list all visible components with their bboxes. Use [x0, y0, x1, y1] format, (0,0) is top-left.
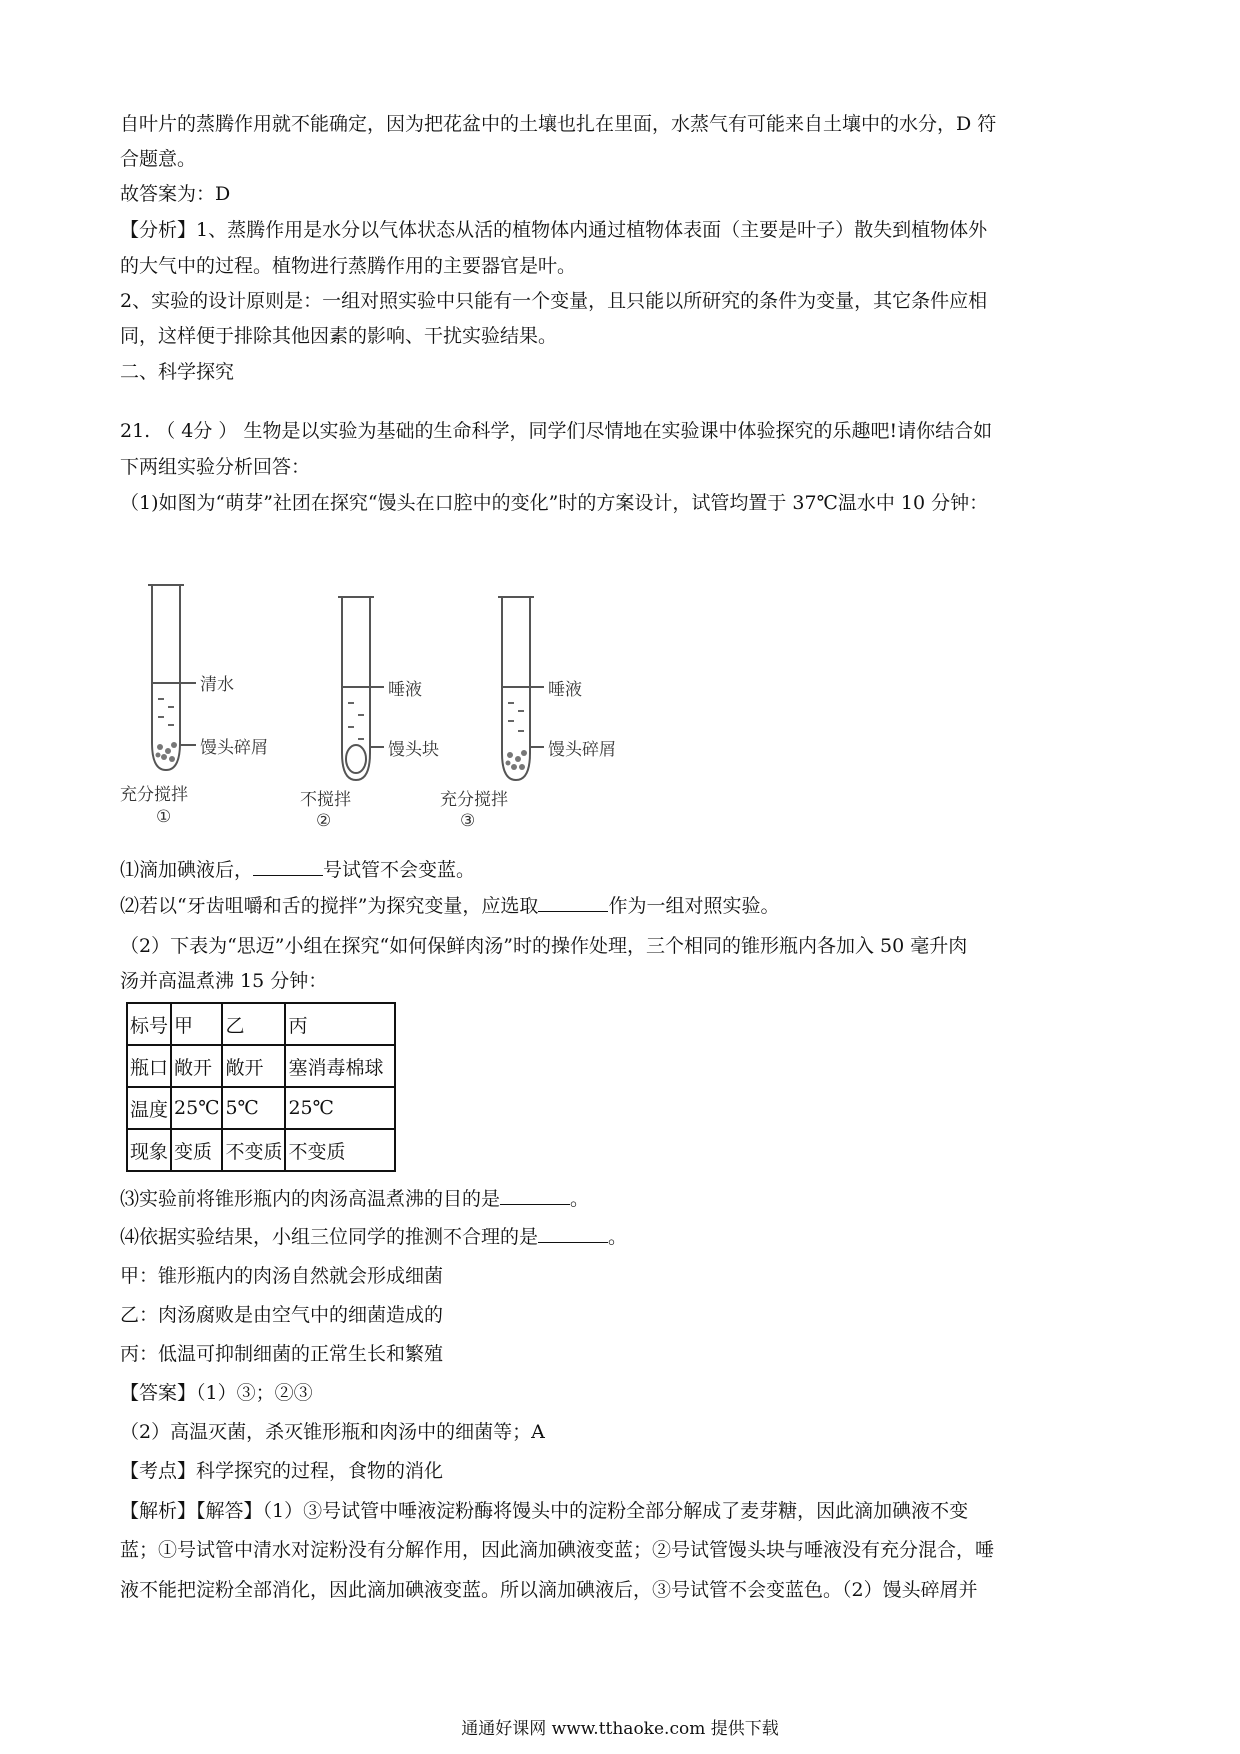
answer-blank — [500, 1186, 570, 1205]
table-cell: 乙 — [222, 1003, 285, 1045]
q3-prefix: ⑶实验前将锥形瓶内的肉汤高温煮沸的目的是 — [120, 1188, 501, 1210]
sub-question-4 — [120, 1224, 627, 1250]
text-line: 2、实验的设计原则是：一组对照实验中只能有一个变量，且只能以所研究的条件为变量，其它条件应相 — [120, 290, 988, 312]
text-line: （2）下表为“思迈”小组在探究“如何保鲜肉汤”时的操作处理，三个相同的锥形瓶内各加入 50 毫升肉 — [120, 935, 968, 957]
q3-suffix: 。 — [570, 1188, 590, 1210]
q4-prefix: ⑷依据实验结果，小组三位同学的推测不合理的是 — [120, 1226, 539, 1248]
q2-prefix: ⑵若以“牙齿咀嚼和舌的搅拌”为探究变量，应选取 — [120, 895, 539, 917]
tube-1-solid-label: 馒头碎屑 — [200, 738, 268, 758]
q1-suffix: 号试管不会变蓝。 — [323, 859, 476, 881]
table-cell: 5℃ — [222, 1087, 285, 1129]
option-jia: 甲：锥形瓶内的肉汤自然就会形成细菌 — [120, 1265, 444, 1287]
sub-question-2 — [120, 893, 779, 919]
option-yi: 乙：肉汤腐败是由空气中的细菌造成的 — [120, 1304, 444, 1326]
experiment-table — [126, 1002, 396, 1172]
text-line: 的大气中的过程。植物进行蒸腾作用的主要器官是叶。 — [120, 255, 577, 277]
q4-suffix: 。 — [608, 1226, 628, 1248]
answer-line: （2）高温灭菌，杀灭锥形瓶和肉汤中的细菌等；A — [120, 1421, 545, 1443]
text-line: 同，这样便于排除其他因素的影响、干扰实验结果。 — [120, 325, 558, 347]
table-cell: 丙 — [285, 1003, 395, 1045]
sub-question-3 — [120, 1186, 589, 1212]
tube-2-number: ② — [316, 811, 332, 831]
text-line: （1)如图为“萌芽”社团在探究“馒头在口腔中的变化”时的方案设计，试管均置于 37℃温水中 10 分钟： — [120, 492, 989, 514]
tube-1-liquid-label: 清水 — [200, 675, 234, 695]
test-tubes-diagram — [120, 575, 640, 835]
table-cell: 不变质 — [285, 1129, 395, 1171]
q2-suffix: 作为一组对照实验。 — [608, 895, 780, 917]
tube-2-liquid-label: 唾液 — [388, 680, 422, 700]
tube-2-action-label: 不搅拌 — [300, 790, 351, 810]
text-line: 自叶片的蒸腾作用就不能确定，因为把花盆中的土壤也扎在里面，水蒸气有可能来自土壤中的水分，D 符 — [120, 113, 997, 135]
sub-question-1 — [120, 857, 475, 883]
tube-1-action-label: 充分搅拌 — [120, 785, 188, 805]
tube-1-number: ① — [156, 807, 172, 827]
option-bing: 丙：低温可抑制细菌的正常生长和繁殖 — [120, 1343, 444, 1365]
table-row — [127, 1003, 395, 1045]
table-cell: 变质 — [171, 1129, 222, 1171]
q1-prefix: ⑴滴加碘液后， — [120, 859, 254, 881]
tube-3-liquid-label: 唾液 — [548, 680, 582, 700]
text-line: 汤并高温煮沸 15 分钟： — [120, 970, 328, 992]
tube-2-solid-label: 馒头块 — [388, 740, 439, 760]
table-cell: 敞开 — [222, 1045, 285, 1087]
tube-3-solid-label: 馒头碎屑 — [548, 740, 616, 760]
table-row — [127, 1087, 395, 1129]
table-cell: 瓶口 — [127, 1045, 171, 1087]
table-cell: 不变质 — [222, 1129, 285, 1171]
explanation-line: 【解析】【解答】（1）③号试管中唾液淀粉酶将馒头中的淀粉全部分解成了麦芽糖，因此滴加碘液不变 — [120, 1500, 969, 1522]
answer-blank — [538, 1224, 608, 1243]
question-21: 21. （ 4分 ） 生物是以实验为基础的生命科学，同学们尽情地在实验课中体验探究的乐趣吧!请你结合如 — [120, 420, 993, 442]
text-line: 下两组实验分析回答： — [120, 456, 311, 478]
test-tube-1 — [152, 585, 180, 770]
test-tube-figure — [120, 575, 640, 835]
tube-3-action-label: 充分搅拌 — [440, 790, 508, 810]
topic-line: 【考点】科学探究的过程，食物的消化 — [120, 1460, 444, 1482]
answer-line: 【答案】（1）③；②③ — [120, 1382, 313, 1404]
bread-block — [346, 745, 366, 773]
explanation-line: 蓝；①号试管中清水对淀粉没有分解作用，因此滴加碘液变蓝；②号试管馒头块与唾液没有充分混合，唾 — [120, 1539, 995, 1561]
table-row — [127, 1045, 395, 1087]
page-footer: 通通好课网 www.tthaoke.com 提供下载 — [461, 1719, 779, 1739]
table-row — [127, 1129, 395, 1171]
section-heading: 二、科学探究 — [120, 361, 235, 383]
text-line: 合题意。 — [120, 148, 197, 170]
table-cell: 标号 — [127, 1003, 171, 1045]
table-cell: 25℃ — [285, 1087, 395, 1129]
table-cell: 25℃ — [171, 1087, 222, 1129]
table-cell: 塞消毒棉球 — [285, 1045, 395, 1087]
table-cell: 敞开 — [171, 1045, 222, 1087]
table-cell: 甲 — [171, 1003, 222, 1045]
table-cell: 现象 — [127, 1129, 171, 1171]
explanation-line: 液不能把淀粉全部消化，因此滴加碘液变蓝。所以滴加碘液后，③号试管不会变蓝色。（2）馒头碎屑并 — [120, 1579, 978, 1601]
answer-blank — [253, 857, 323, 876]
text-line: 【分析】1、蒸腾作用是水分以气体状态从活的植物体内通过植物体表面（主要是叶子）散失到植物体外 — [120, 219, 988, 241]
answer-blank — [538, 893, 608, 912]
text-line: 故答案为：D — [120, 183, 231, 205]
tube-3-number: ③ — [460, 811, 476, 831]
table-cell: 温度 — [127, 1087, 171, 1129]
